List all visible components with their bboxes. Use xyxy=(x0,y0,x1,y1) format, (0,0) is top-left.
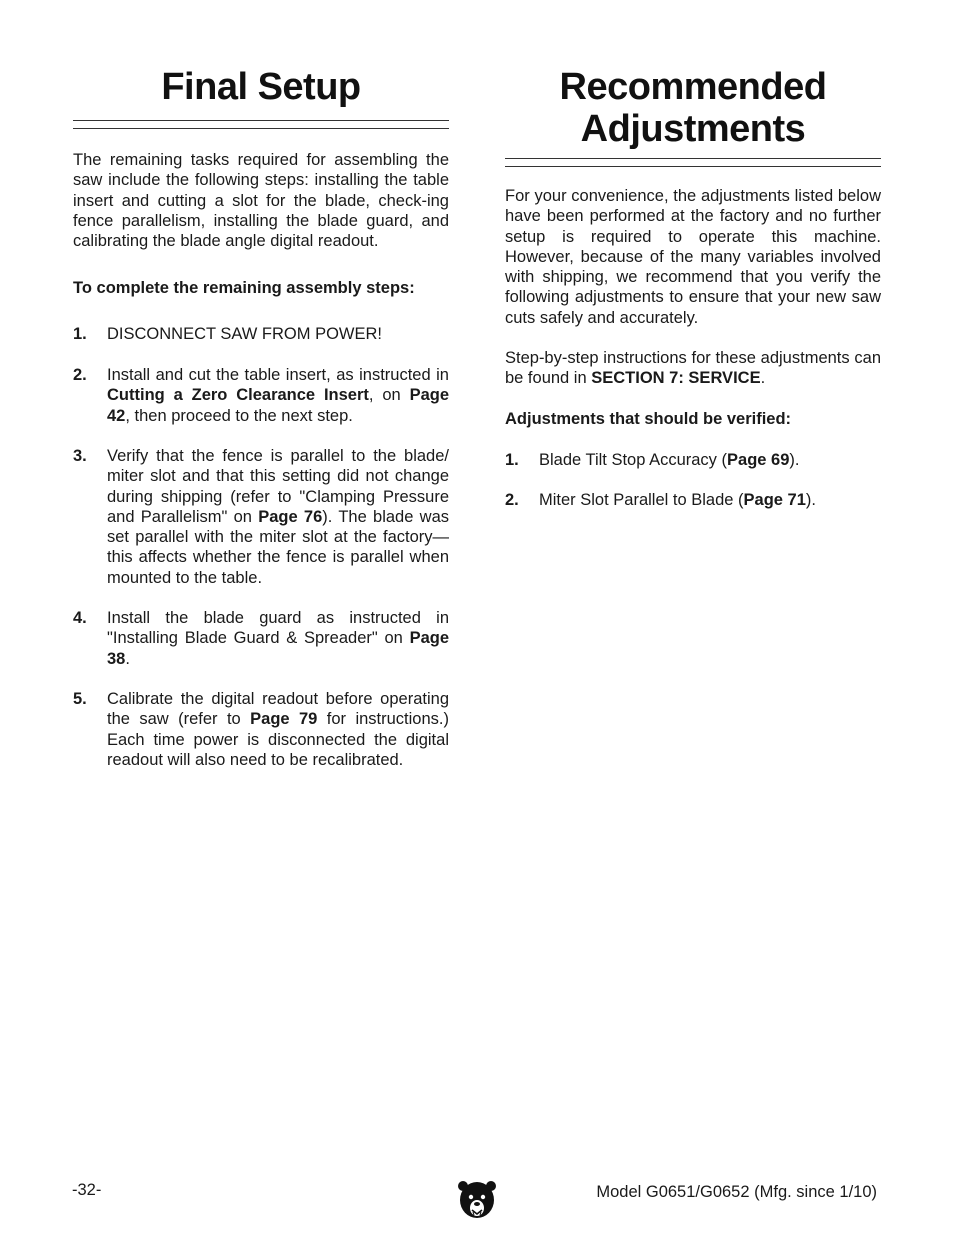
bold-reference: Page 79 xyxy=(250,710,318,729)
text-run: ). xyxy=(805,491,816,510)
step-text xyxy=(539,450,881,470)
final-setup-title: Final Setup xyxy=(161,66,361,108)
bold-reference: Page 69 xyxy=(727,450,790,469)
adjustments-list xyxy=(505,450,881,511)
assembly-steps-list xyxy=(73,324,449,770)
title-divider xyxy=(73,120,449,129)
text-run: Calibrate the digital readout before operating the saw (refer to xyxy=(107,689,449,729)
page-number: -32- xyxy=(72,1181,102,1199)
service-reference-paragraph xyxy=(505,348,881,389)
step-number: 2. xyxy=(505,491,519,510)
adjustments-intro: For your convenience, the adjustments listed below have been performed at the factory and no further setup is required to operate this machine. However, because of the many variables involved with shipping, we recommend that you verify the following adjustments to ensure that your new saw cuts safely and accurately. xyxy=(505,187,881,327)
model-info: Model G0651/G0652 (Mfg. since 1/10) xyxy=(596,1183,877,1201)
step-number: 5. xyxy=(73,689,87,708)
step-text xyxy=(107,324,449,344)
adjustments-subheading: Adjustments that should be verified: xyxy=(505,409,792,428)
bold-reference: Page 71 xyxy=(743,491,806,510)
step-text xyxy=(539,490,881,510)
list-item xyxy=(73,324,449,344)
list-item xyxy=(73,689,449,770)
list-item xyxy=(505,490,881,510)
recommended-adjustments-column xyxy=(505,66,881,511)
list-item xyxy=(73,365,449,426)
text-run: , on xyxy=(368,386,410,405)
text-run: Install and cut the table insert, as instructed in xyxy=(107,366,449,385)
list-item xyxy=(73,446,449,588)
bold-reference: Cutting a Zero Clearance Insert xyxy=(107,386,369,405)
text-run: DISCONNECT SAW FROM POWER! xyxy=(107,324,383,343)
text-run: for instructions.) Each time power is disconnected the digital readout will also need to be recalibrated. xyxy=(107,710,449,769)
bear-head-logo-icon xyxy=(458,1178,496,1222)
step-number: 4. xyxy=(73,609,87,628)
step-text xyxy=(107,365,449,426)
step-number: 1. xyxy=(73,324,87,343)
text-run: Step-by-step instructions for these adjustments can be found in xyxy=(505,349,881,388)
text-run: ). The blade was set parallel with the miter slot at the factory—this affects whether the fence is parallel when mounted to the table. xyxy=(107,507,449,587)
title-line-2: Adjustments xyxy=(580,108,806,150)
recommended-adjustments-title xyxy=(505,66,881,150)
text-run: Verify that the fence is parallel to the blade/ miter slot and that this setting did not change during shipping (refer to "Clamping Pressure and Parallelism" on xyxy=(107,446,449,526)
list-item xyxy=(505,450,881,470)
final-setup-intro: The remaining tasks required for assembling the saw include the following steps: installing the table insert and cutting a slot for the blade, check-ing fence parallelism, installing the blade guard, and calibrating the blade angle digital readout. xyxy=(73,151,449,251)
title-divider xyxy=(505,158,881,167)
bold-reference: Page 76 xyxy=(258,507,323,526)
text-run: . xyxy=(760,369,766,388)
text-run: . xyxy=(125,649,130,668)
step-number: 2. xyxy=(73,366,87,385)
step-number: 1. xyxy=(505,450,519,469)
final-setup-column xyxy=(73,66,449,770)
text-run: , then proceed to the next step. xyxy=(125,406,353,425)
list-item xyxy=(73,608,449,669)
text-run: ). xyxy=(789,450,800,469)
text-run: Blade Tilt Stop Accuracy ( xyxy=(539,450,728,469)
step-number: 3. xyxy=(73,446,87,465)
step-text xyxy=(107,608,449,669)
title-line-1: Recommended xyxy=(559,66,827,108)
step-text xyxy=(107,446,449,588)
text-run: Miter Slot Parallel to Blade ( xyxy=(539,491,744,510)
bold-reference: SECTION 7: SERVICE xyxy=(591,369,761,388)
bold-reference: Page 38 xyxy=(107,629,449,668)
final-setup-subheading: To complete the remaining assembly steps: xyxy=(73,279,415,298)
step-text xyxy=(107,689,449,770)
text-run: Install the blade guard as instructed in "Installing Blade Guard & Spreader" on xyxy=(107,609,449,648)
bold-reference: Page 42 xyxy=(107,386,449,425)
